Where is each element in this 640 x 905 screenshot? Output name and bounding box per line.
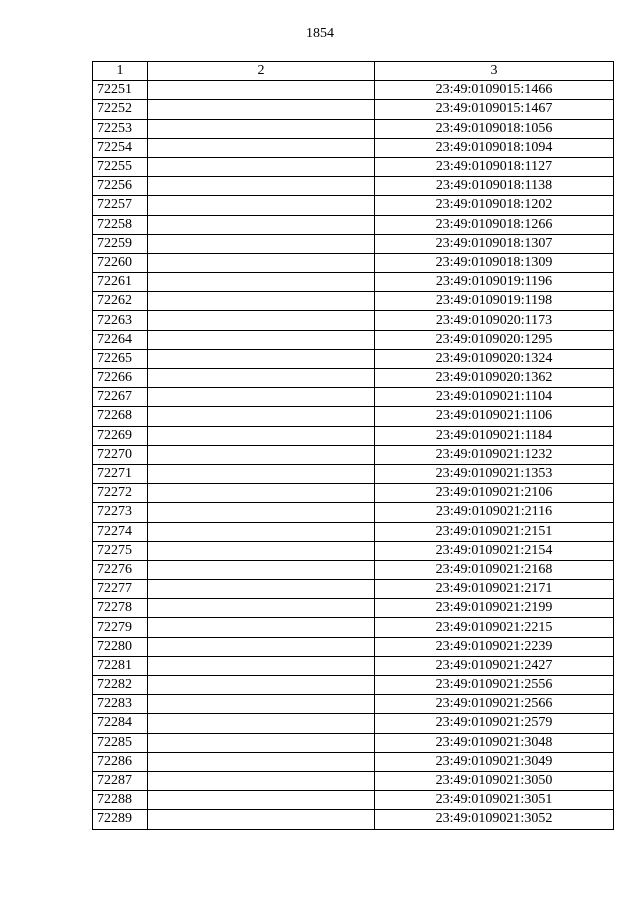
description-cell: [148, 541, 375, 560]
cadastral-number-cell: 23:49:0109019:1196: [375, 273, 614, 292]
row-number-cell: 72277: [93, 580, 148, 599]
description-cell: [148, 273, 375, 292]
table-row: [93, 771, 614, 790]
description-cell: [148, 253, 375, 272]
cadastral-number-cell: 23:49:0109021:2556: [375, 676, 614, 695]
cadastral-number-cell: 23:49:0109021:2239: [375, 637, 614, 656]
description-cell: [148, 196, 375, 215]
cadastral-number-cell: 23:49:0109021:2579: [375, 714, 614, 733]
row-number-cell: 72272: [93, 484, 148, 503]
table-row: [93, 484, 614, 503]
table-row: [93, 426, 614, 445]
table-row: [93, 695, 614, 714]
row-number-cell: 72260: [93, 253, 148, 272]
cadastral-number-cell: 23:49:0109021:2106: [375, 484, 614, 503]
table-row: [93, 733, 614, 752]
row-number-cell: 72266: [93, 369, 148, 388]
cadastral-number-cell: 23:49:0109020:1173: [375, 311, 614, 330]
table-row: [93, 292, 614, 311]
table-row: [93, 388, 614, 407]
description-cell: [148, 695, 375, 714]
row-number-cell: 72257: [93, 196, 148, 215]
table-row: [93, 253, 614, 272]
table-row: [93, 656, 614, 675]
table-row: [93, 330, 614, 349]
cadastral-number-cell: 23:49:0109021:1232: [375, 445, 614, 464]
table-row: [93, 714, 614, 733]
row-number-cell: 72258: [93, 215, 148, 234]
header-row: [93, 62, 614, 81]
description-cell: [148, 810, 375, 829]
table-row: [93, 522, 614, 541]
description-cell: [148, 81, 375, 100]
cadastral-number-cell: 23:49:0109018:1138: [375, 177, 614, 196]
cadastral-number-cell: 23:49:0109021:3048: [375, 733, 614, 752]
row-number-cell: 72264: [93, 330, 148, 349]
cadastral-number-cell: 23:49:0109021:2168: [375, 560, 614, 579]
table-row: [93, 177, 614, 196]
row-number-cell: 72285: [93, 733, 148, 752]
row-number-cell: 72269: [93, 426, 148, 445]
cadastral-number-cell: 23:49:0109018:1266: [375, 215, 614, 234]
description-cell: [148, 484, 375, 503]
description-cell: [148, 369, 375, 388]
row-number-cell: 72263: [93, 311, 148, 330]
row-number-cell: 72276: [93, 560, 148, 579]
row-number-cell: 72289: [93, 810, 148, 829]
description-cell: [148, 426, 375, 445]
table-row: [93, 215, 614, 234]
cadastral-number-cell: 23:49:0109021:3052: [375, 810, 614, 829]
row-number-cell: 72265: [93, 349, 148, 368]
cadastral-number-cell: 23:49:0109021:1104: [375, 388, 614, 407]
row-number-cell: 72268: [93, 407, 148, 426]
description-cell: [148, 752, 375, 771]
row-number-cell: 72283: [93, 695, 148, 714]
cadastral-number-cell: 23:49:0109020:1362: [375, 369, 614, 388]
cadastral-number-cell: 23:49:0109021:3051: [375, 791, 614, 810]
row-number-cell: 72256: [93, 177, 148, 196]
row-number-cell: 72286: [93, 752, 148, 771]
description-cell: [148, 311, 375, 330]
description-cell: [148, 464, 375, 483]
description-cell: [148, 676, 375, 695]
table-row: [93, 311, 614, 330]
row-number-cell: 72273: [93, 503, 148, 522]
description-cell: [148, 714, 375, 733]
cadastral-number-cell: 23:49:0109015:1466: [375, 81, 614, 100]
description-cell: [148, 791, 375, 810]
cadastral-number-cell: 23:49:0109021:2154: [375, 541, 614, 560]
table-row: [93, 138, 614, 157]
description-cell: [148, 177, 375, 196]
cadastral-number-cell: 23:49:0109021:2116: [375, 503, 614, 522]
cadastral-number-cell: 23:49:0109015:1467: [375, 100, 614, 119]
cadastral-number-cell: 23:49:0109021:3049: [375, 752, 614, 771]
description-cell: [148, 522, 375, 541]
description-cell: [148, 100, 375, 119]
table-row: [93, 157, 614, 176]
table-row: [93, 369, 614, 388]
description-cell: [148, 599, 375, 618]
cadastral-number-cell: 23:49:0109021:2566: [375, 695, 614, 714]
table-row: [93, 100, 614, 119]
table-row: [93, 81, 614, 100]
table-header: [93, 62, 614, 81]
table-row: [93, 560, 614, 579]
table-row: [93, 618, 614, 637]
row-number-cell: 72284: [93, 714, 148, 733]
description-cell: [148, 292, 375, 311]
table-row: [93, 752, 614, 771]
row-number-cell: 72282: [93, 676, 148, 695]
row-number-cell: 72254: [93, 138, 148, 157]
description-cell: [148, 407, 375, 426]
row-number-cell: 72275: [93, 541, 148, 560]
table-row: [93, 196, 614, 215]
cadastral-number-cell: 23:49:0109021:2199: [375, 599, 614, 618]
row-number-cell: 72288: [93, 791, 148, 810]
row-number-cell: 72255: [93, 157, 148, 176]
row-number-cell: 72280: [93, 637, 148, 656]
description-cell: [148, 445, 375, 464]
table-row: [93, 464, 614, 483]
table-row: [93, 637, 614, 656]
header-cell-1: 1: [93, 62, 148, 81]
description-cell: [148, 637, 375, 656]
table-row: [93, 580, 614, 599]
description-cell: [148, 215, 375, 234]
cadastral-number-cell: 23:49:0109018:1309: [375, 253, 614, 272]
description-cell: [148, 234, 375, 253]
row-number-cell: 72262: [93, 292, 148, 311]
row-number-cell: 72253: [93, 119, 148, 138]
row-number-cell: 72267: [93, 388, 148, 407]
row-number-cell: 72252: [93, 100, 148, 119]
row-number-cell: 72279: [93, 618, 148, 637]
description-cell: [148, 138, 375, 157]
header-cell-2: 2: [148, 62, 375, 81]
cadastral-number-cell: 23:49:0109021:2427: [375, 656, 614, 675]
cadastral-number-cell: 23:49:0109018:1307: [375, 234, 614, 253]
table-row: [93, 676, 614, 695]
description-cell: [148, 560, 375, 579]
description-cell: [148, 771, 375, 790]
cadastral-number-cell: 23:49:0109021:1106: [375, 407, 614, 426]
description-cell: [148, 618, 375, 637]
row-number-cell: 72251: [93, 81, 148, 100]
description-cell: [148, 388, 375, 407]
header-cell-3: 3: [375, 62, 614, 81]
row-number-cell: 72270: [93, 445, 148, 464]
table-row: [93, 119, 614, 138]
cadastral-number-cell: 23:49:0109020:1324: [375, 349, 614, 368]
cadastral-number-cell: 23:49:0109021:3050: [375, 771, 614, 790]
row-number-cell: 72261: [93, 273, 148, 292]
row-number-cell: 72287: [93, 771, 148, 790]
table-row: [93, 349, 614, 368]
table-row: [93, 599, 614, 618]
table-row: [93, 407, 614, 426]
cadastral-number-cell: 23:49:0109021:2151: [375, 522, 614, 541]
description-cell: [148, 503, 375, 522]
description-cell: [148, 580, 375, 599]
table-row: [93, 791, 614, 810]
cadastral-number-cell: 23:49:0109021:2215: [375, 618, 614, 637]
table-row: [93, 541, 614, 560]
cadastral-number-cell: 23:49:0109020:1295: [375, 330, 614, 349]
table-row: [93, 273, 614, 292]
table-row: [93, 810, 614, 829]
table-row: [93, 234, 614, 253]
description-cell: [148, 656, 375, 675]
description-cell: [148, 157, 375, 176]
cadastral-number-cell: 23:49:0109018:1127: [375, 157, 614, 176]
row-number-cell: 72271: [93, 464, 148, 483]
cadastral-number-cell: 23:49:0109018:1094: [375, 138, 614, 157]
cadastral-number-cell: 23:49:0109021:2171: [375, 580, 614, 599]
page-number: 1854: [306, 26, 334, 41]
description-cell: [148, 349, 375, 368]
cadastral-table: [92, 61, 614, 830]
row-number-cell: 72274: [93, 522, 148, 541]
row-number-cell: 72281: [93, 656, 148, 675]
table-row: [93, 445, 614, 464]
table-row: [93, 503, 614, 522]
cadastral-number-cell: 23:49:0109018:1202: [375, 196, 614, 215]
cadastral-number-cell: 23:49:0109018:1056: [375, 119, 614, 138]
cadastral-number-cell: 23:49:0109021:1184: [375, 426, 614, 445]
cadastral-number-cell: 23:49:0109021:1353: [375, 464, 614, 483]
row-number-cell: 72259: [93, 234, 148, 253]
table-body: [93, 81, 614, 829]
description-cell: [148, 330, 375, 349]
cadastral-number-cell: 23:49:0109019:1198: [375, 292, 614, 311]
description-cell: [148, 733, 375, 752]
row-number-cell: 72278: [93, 599, 148, 618]
description-cell: [148, 119, 375, 138]
